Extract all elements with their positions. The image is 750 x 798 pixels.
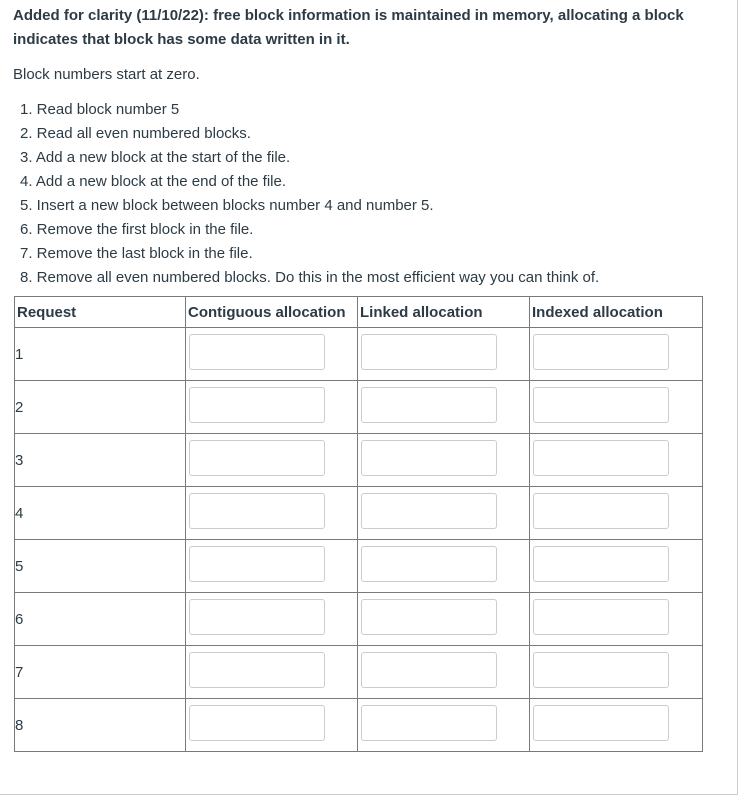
answer-table [14,296,703,752]
list-item: 8. Remove all even numbered blocks. Do this in the most efficient way you can think of. [20,269,600,286]
request-number: 2 [15,381,186,434]
linked-answer-input[interactable] [361,493,497,529]
header-request: Request [15,297,186,328]
header-indexed: Indexed allocation [530,297,703,328]
list-item: 3. Add a new block at the start of the file. [20,149,291,166]
table-row [15,646,703,699]
linked-answer-input[interactable] [361,387,497,423]
list-item: 1. Read block number 5 [20,101,180,118]
indexed-answer-input[interactable] [533,652,669,688]
contiguous-answer-input[interactable] [189,546,325,582]
contiguous-answer-input[interactable] [189,652,325,688]
table-row [15,434,703,487]
list-item: 6. Remove the first block in the file. [20,221,254,238]
indexed-answer-input[interactable] [533,334,669,370]
indexed-answer-input[interactable] [533,546,669,582]
list-item: 7. Remove the last block in the file. [20,245,253,262]
table-row [15,699,703,752]
linked-answer-input[interactable] [361,705,497,741]
table-row [15,487,703,540]
intro-text: Block numbers start at zero. [13,66,200,83]
linked-answer-input[interactable] [361,599,497,635]
table-row [15,328,703,381]
contiguous-answer-input[interactable] [189,334,325,370]
list-item: 4. Add a new block at the end of the file. [20,173,287,190]
table-row [15,540,703,593]
header-row [15,297,703,328]
table-row [15,381,703,434]
contiguous-answer-input[interactable] [189,493,325,529]
contiguous-answer-input[interactable] [189,440,325,476]
linked-answer-input[interactable] [361,546,497,582]
request-list [20,98,599,290]
linked-answer-input[interactable] [361,334,497,370]
indexed-answer-input[interactable] [533,493,669,529]
request-number: 7 [15,646,186,699]
table-row [15,593,703,646]
linked-answer-input[interactable] [361,652,497,688]
contiguous-answer-input[interactable] [189,599,325,635]
contiguous-answer-input[interactable] [189,705,325,741]
request-number: 4 [15,487,186,540]
request-number: 5 [15,540,186,593]
list-item: 5. Insert a new block between blocks number 4 and number 5. [20,197,434,214]
header-contiguous: Contiguous allocation [186,297,358,328]
clarity-note: Added for clarity (11/10/22): free block information is maintained in memory, allocating a block indicates that block has some data written in it. [13,7,684,48]
request-number: 8 [15,699,186,752]
contiguous-answer-input[interactable] [189,387,325,423]
list-item: 2. Read all even numbered blocks. [20,125,251,142]
request-number: 3 [15,434,186,487]
request-number: 1 [15,328,186,381]
request-number: 6 [15,593,186,646]
indexed-answer-input[interactable] [533,440,669,476]
indexed-answer-input[interactable] [533,705,669,741]
linked-answer-input[interactable] [361,440,497,476]
indexed-answer-input[interactable] [533,387,669,423]
indexed-answer-input[interactable] [533,599,669,635]
header-linked: Linked allocation [358,297,530,328]
